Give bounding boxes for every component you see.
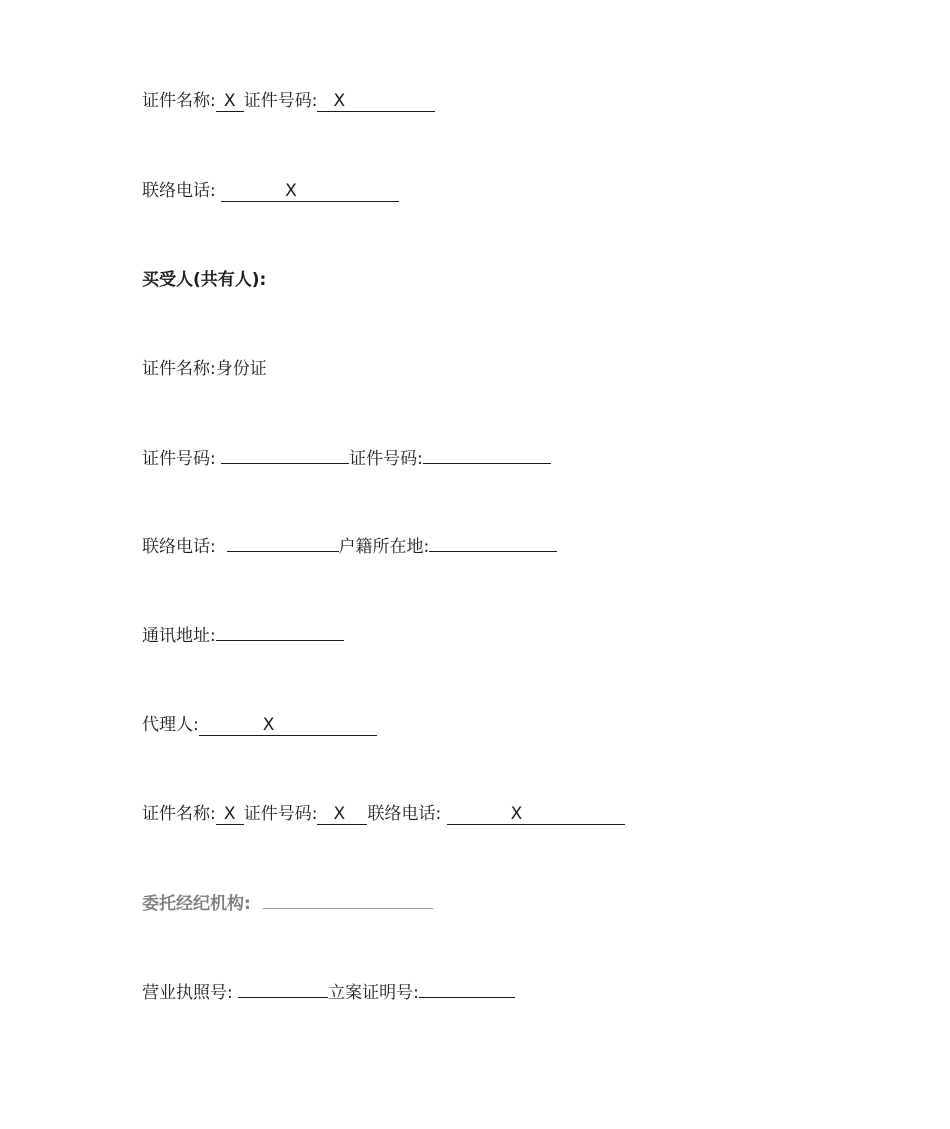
phone-label: 联络电话: [142, 537, 216, 557]
household-label: 户籍所在地: [338, 537, 430, 557]
license-row [142, 982, 515, 1004]
id-number-label: 证件号码: [243, 91, 318, 111]
phone-label: 联络电话: [142, 181, 216, 201]
id-number-label-2: 证件号码: [349, 449, 423, 469]
agent-row [142, 714, 377, 736]
buyer-address-row [142, 625, 344, 647]
id-number-label: 证件号码: [243, 804, 318, 824]
id-name-field[interactable]: X [216, 804, 244, 825]
brokerage-field[interactable] [263, 908, 433, 909]
buyer-contact-row [142, 536, 557, 558]
filing-field[interactable] [419, 997, 515, 998]
phone-field[interactable]: X [447, 804, 625, 825]
id-number-field[interactable]: X [317, 804, 367, 825]
id-number-field-1[interactable] [221, 463, 349, 464]
id-number-field-2[interactable] [423, 463, 551, 464]
id-name-field[interactable]: X [216, 91, 244, 112]
license-field[interactable] [238, 997, 328, 998]
phone-field[interactable]: X [221, 181, 399, 202]
agent-phone-row [142, 180, 399, 202]
household-field[interactable] [429, 551, 557, 552]
brokerage-row [142, 893, 433, 915]
id-number-label-1: 证件号码: [142, 449, 216, 469]
buyer-id-name: 证件名称:身份证 [142, 359, 267, 379]
agent-details-row [142, 803, 625, 825]
buyer-id-numbers-row [142, 448, 551, 470]
filing-label: 立案证明号: [328, 983, 419, 1003]
buyer-heading: 买受人(共有人): [142, 270, 267, 290]
phone-field[interactable] [227, 551, 339, 552]
agent-id-row [142, 90, 435, 112]
address-label: 通讯地址: [142, 626, 216, 646]
address-field[interactable] [216, 640, 344, 641]
brokerage-label: 委托经纪机构: [142, 894, 251, 914]
agent-field[interactable]: X [199, 715, 377, 736]
id-number-field[interactable]: X [317, 91, 435, 112]
id-name-label: 证件名称: [142, 91, 216, 111]
id-name-label: 证件名称: [142, 804, 216, 824]
phone-label: 联络电话: [367, 804, 442, 824]
agent-label: 代理人: [142, 715, 199, 735]
license-label: 营业执照号: [142, 983, 233, 1003]
